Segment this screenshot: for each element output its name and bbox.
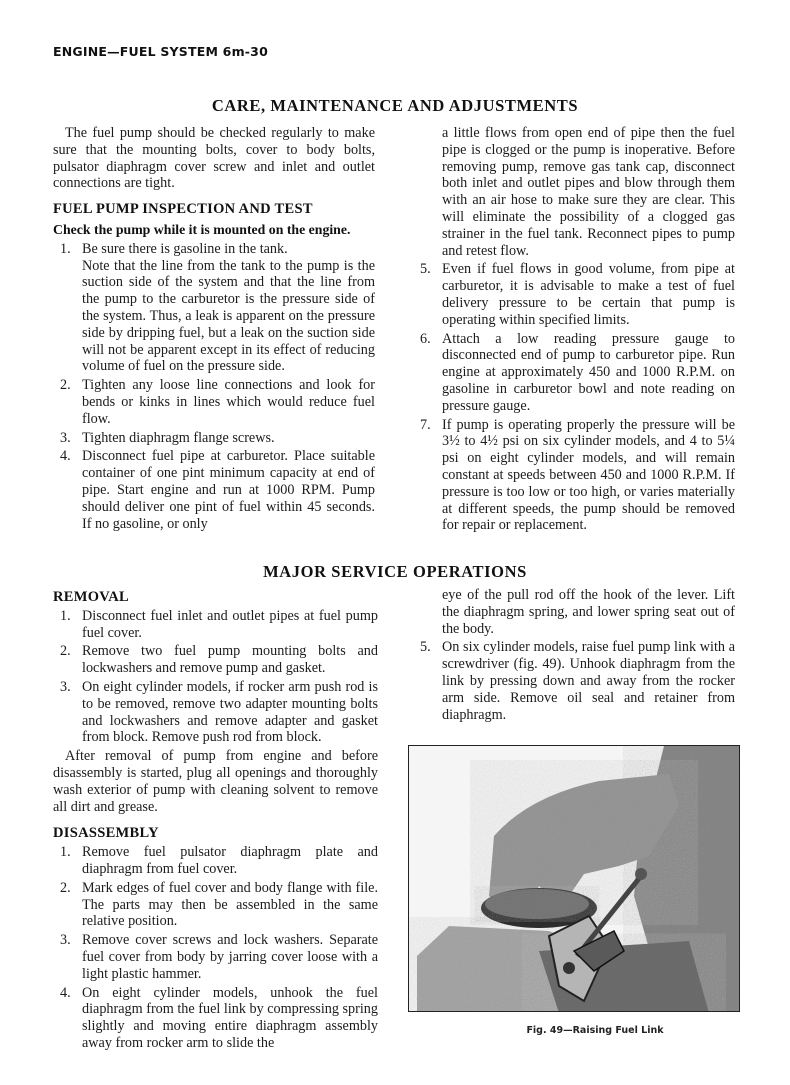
- major-right-column: [413, 587, 735, 725]
- step-continued: a little flows from open end of pipe then the fuel pipe is clogged or the pump is inoperative. Before removing pump, remove gas tank cap, disconnect both inlet and outlet pipes and blow through them with an air hose to make sure they are clear. This will eliminate the possibility of a clogged gas strainer in the fuel tank. Reconnect pipes to pump and retest flow.: [442, 125, 735, 259]
- step-item: 5. Even if fuel flows in good volume, from pipe at carburetor, it is advisable to make a test of fuel delivery pressure to be certain that pump is operating within specified limits.: [420, 261, 735, 328]
- step-item: 4. Disconnect fuel pipe at carburetor. Place suitable container of one pint minimum capacity at end of pipe. Start engine and run at 1000 RPM. Pump should deliver one pint of fuel within 45 seconds. If no gasoline, or only: [60, 448, 375, 532]
- step-continued: eye of the pull rod off the hook of the lever. Lift the diaphragm spring, and lower spring seat out of the body.: [442, 587, 735, 637]
- inspection-steps-left: [53, 241, 375, 533]
- figure-raising-fuel-link: [408, 745, 740, 1012]
- step-item: 5. On six cylinder models, raise fuel pump link with a screwdriver (fig. 49). Unhook diaphragm from the link by pressing down and away from the rocker arm side. Remove oil seal and retainer from diaphragm.: [420, 639, 735, 723]
- step-item: 3. On eight cylinder models, if rocker arm push rod is to be removed, remove two adapter mounting bolts and lockwashers and remove adapter and gasket from block. Remove push rod from block.: [60, 678, 378, 746]
- section-title-major: MAJOR SERVICE OPERATIONS: [263, 562, 527, 581]
- step-item: 1. Remove fuel pulsator diaphragm plate and diaphragm from fuel cover.: [60, 844, 378, 877]
- care-right-column: [413, 125, 735, 536]
- running-head: ENGINE—FUEL SYSTEM 6m-30: [53, 44, 268, 59]
- step-item: 2. Remove two fuel pump mounting bolts and lockwashers and remove pump and gasket.: [60, 643, 378, 677]
- section-title-care: CARE, MAINTENANCE AND ADJUSTMENTS: [211, 96, 579, 115]
- removal-steps: [53, 608, 378, 746]
- fuel-pump-photo-illustration: [409, 746, 740, 1012]
- inspection-heading: FUEL PUMP INSPECTION AND TEST: [53, 201, 313, 218]
- disassembly-steps-right: [413, 587, 735, 723]
- inspection-steps-right: [413, 125, 735, 534]
- care-intro: The fuel pump should be checked regularly to make sure that the mounting bolts, cover to body bolts, pulsator diaphragm cover screw and inlet and outlet connections are tight.: [53, 125, 375, 192]
- step-item: 6. Attach a low reading pressure gauge to disconnected end of pump to carburetor pipe. Run engine at approximately 450 and 1000 R.P.M. on gasoline in carburetor bowl and note reading on pressure gauge.: [420, 330, 735, 414]
- step-item: 4. On eight cylinder models, unhook the fuel diaphragm from the fuel link by compressing spring slightly and moving entire diaphragm assembly away from rocker arm to slide the: [60, 984, 378, 1051]
- step-item: 1. Disconnect fuel inlet and outlet pipes at fuel pump fuel cover.: [60, 607, 378, 641]
- major-left-column: [53, 589, 378, 1054]
- care-left-column: [53, 125, 375, 534]
- step-item: 7. If pump is operating properly the pressure will be 3½ to 4½ psi on six cylinder models, and 4 to 5¼ psi on eight cylinder models, and will remain constant at speeds between 450 and 1000 R.P.M. If pressure is too low or too high, or varies materially at different speeds, the pump should be removed for repair or replacement.: [420, 416, 735, 534]
- step-item: 3. Tighten diaphragm flange screws.: [60, 429, 275, 446]
- figure-caption: Fig. 49—Raising Fuel Link: [526, 1025, 664, 1036]
- removal-after: After removal of pump from engine and before disassembly is started, plug all openings and thoroughly wash exterior of pump with cleaning solvent to remove all dirt and grease.: [53, 748, 378, 815]
- step-item: 2. Tighten any loose line connections and look for bends or kinks in lines which would reduce fuel flow.: [60, 377, 375, 427]
- removal-heading: REMOVAL: [53, 589, 129, 605]
- step-item: 1. Be sure there is gasoline in the tank. Note that the line from the tank to the pump is the suction side of the system and that the line from the pump to the carburetor is the pressure side of the system. Thus, a leak is apparent on the pressure side by dripping fuel, but a leak on the suction side will not be apparent except in its effect of reducing volume of fuel on the pressure side.: [60, 240, 375, 375]
- step-note: Note that the line from the tank to the pump is the suction side of the system and that the line from the pump to the carburetor is the pressure side of the system. Thus, a leak is apparent on the pressure side by dripping fuel, but a leak on the suction side will not be apparent except in its effect of reducing volume of fuel on the pressure side.: [82, 257, 375, 375]
- step-item: 2. Mark edges of fuel cover and body flange with file. The parts may then be assembled in the same relative position.: [60, 879, 378, 930]
- disassembly-heading: DISASSEMBLY: [53, 825, 159, 842]
- step-item: 3. Remove cover screws and lock washers. Separate fuel cover from body by jarring cover loose with a light plastic hammer.: [60, 932, 378, 982]
- inspection-lead: Check the pump while it is mounted on the engine.: [53, 221, 351, 237]
- disassembly-steps-left: [53, 844, 378, 1052]
